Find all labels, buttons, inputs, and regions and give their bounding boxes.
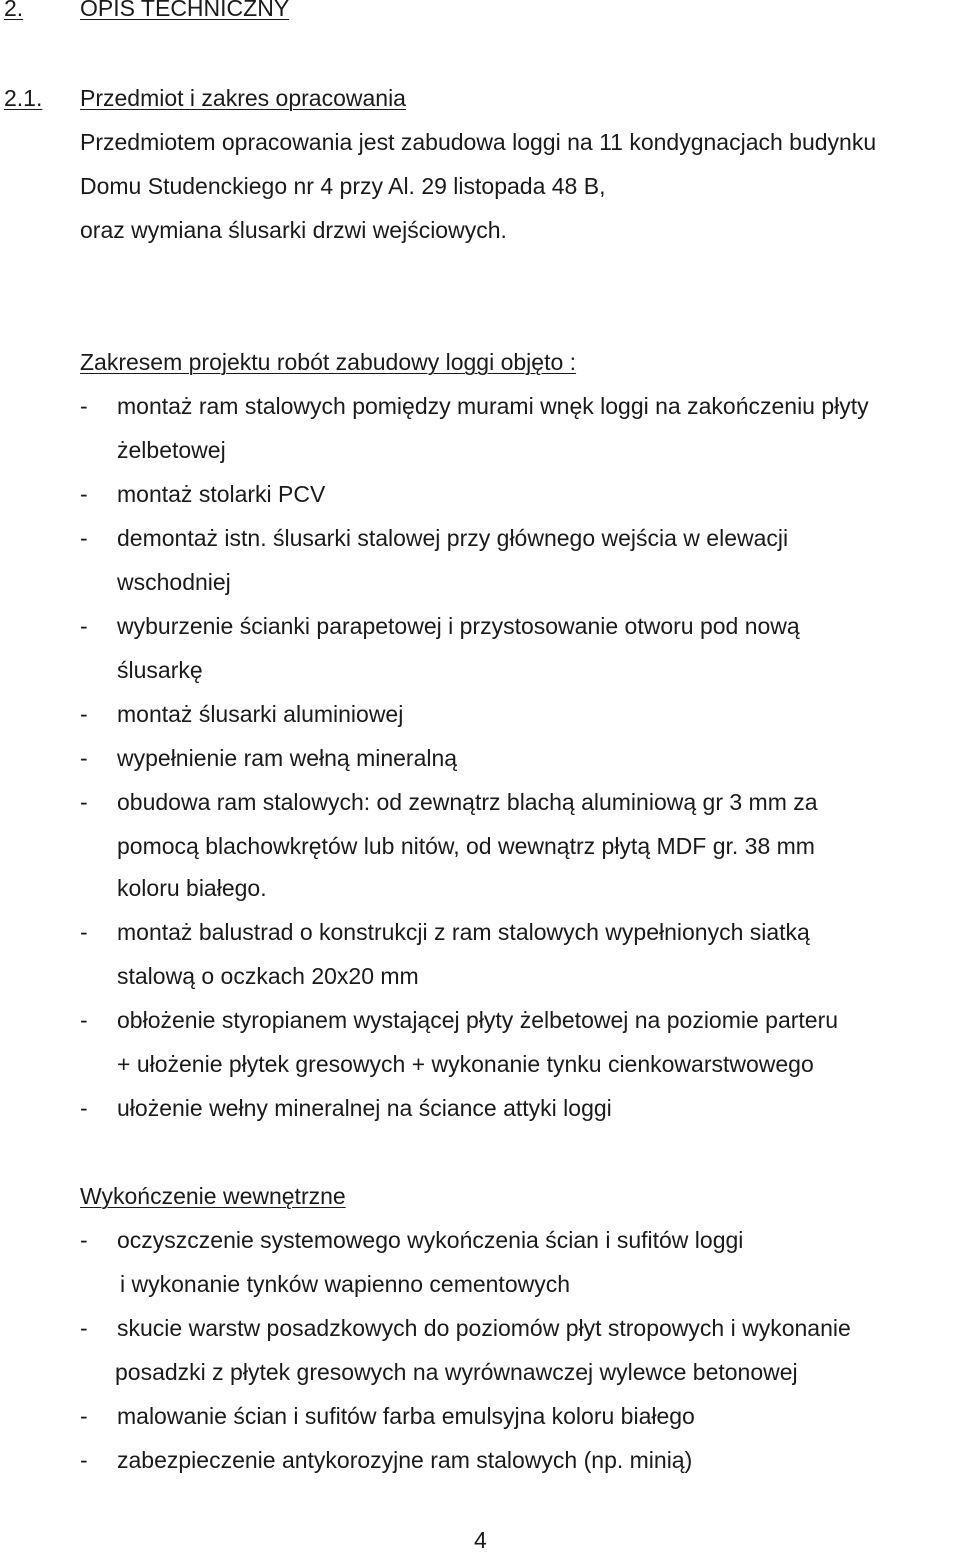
list-item-line: oczyszczenie systemowego wykończenia ścian i sufitów loggi (117, 1227, 744, 1253)
list-item-line: koloru białego. (117, 875, 267, 901)
paragraph-line: oraz wymiana ślusarki drzwi wejściowych. (80, 217, 507, 243)
list-item-line: montaż stolarki PCV (117, 481, 326, 507)
scope-heading: Zakresem projektu robót zabudowy loggi objęto : (80, 349, 577, 375)
list-item-line: stalową o oczkach 20x20 mm (117, 963, 419, 989)
paragraph-line: Przedmiotem opracowania jest zabudowa loggi na 11 kondygnacjach budynku (80, 129, 877, 155)
list-item-line: malowanie ścian i sufitów farba emulsyjna koloru białego (117, 1403, 695, 1429)
list-item-line: ślusarkę (117, 657, 203, 683)
subsection-number: 2.1. (4, 85, 43, 111)
list-bullet: - (80, 525, 88, 551)
list-bullet: - (80, 1447, 88, 1473)
list-item-line: pomocą blachowkrętów lub nitów, od wewnątrz płytą MDF gr. 38 mm (117, 833, 815, 859)
list-item-line: wyburzenie ścianki parapetowej i przystosowanie otworu pod nową (117, 613, 800, 639)
section-number: 2. (4, 0, 24, 21)
subsection-title: Przedmiot i zakres opracowania (80, 85, 406, 111)
list-bullet: - (80, 393, 88, 419)
list-item-line: montaż ślusarki aluminiowej (117, 701, 404, 727)
list-item-line: zabezpieczenie antykorozyjne ram stalowych (np. minią) (117, 1447, 693, 1473)
list-bullet: - (80, 1227, 88, 1253)
list-bullet: - (80, 789, 88, 815)
list-bullet: - (80, 613, 88, 639)
list-item-line: montaż ram stalowych pomiędzy murami wnęk loggi na zakończeniu płyty (117, 393, 869, 419)
list-bullet: - (80, 919, 88, 945)
list-item-line: montaż balustrad o konstrukcji z ram stalowych wypełnionych siatką (117, 919, 810, 945)
list-item-line: obudowa ram stalowych: od zewnątrz blachą aluminiową gr 3 mm za (117, 789, 818, 815)
list-item-line: skucie warstw posadzkowych do poziomów płyt stropowych i wykonanie (117, 1315, 851, 1341)
finishing-heading: Wykończenie wewnętrzne (80, 1183, 346, 1209)
list-bullet: - (80, 1315, 88, 1341)
list-bullet: - (80, 745, 88, 771)
list-bullet: - (80, 1007, 88, 1033)
list-bullet: - (80, 1403, 88, 1429)
section-title: OPIS TECHNICZNY (80, 0, 290, 21)
list-item-line: ułożenie wełny mineralnej na ściance attyki loggi (117, 1095, 612, 1121)
list-item-line: obłożenie styropianem wystającej płyty żelbetowej na poziomie parteru (117, 1007, 839, 1033)
list-bullet: - (80, 701, 88, 727)
list-item-line: wypełnienie ram wełną mineralną (117, 745, 458, 771)
list-item-line: wschodniej (117, 569, 231, 595)
list-item-line: i wykonanie tynków wapienno cementowych (120, 1271, 571, 1297)
list-bullet: - (80, 1095, 88, 1121)
list-item-line: żelbetowej (117, 437, 226, 463)
list-bullet: - (80, 481, 88, 507)
paragraph-line: Domu Studenckiego nr 4 przy Al. 29 listopada 48 B, (80, 173, 606, 199)
list-item-line: + ułożenie płytek gresowych + wykonanie tynku cienkowarstwowego (117, 1051, 814, 1077)
list-item-line: posadzki z płytek gresowych na wyrównawczej wylewce betonowej (115, 1359, 798, 1385)
page-number: 4 (474, 1527, 487, 1553)
list-item-line: demontaż istn. ślusarki stalowej przy głównego wejścia w elewacji (117, 525, 789, 551)
